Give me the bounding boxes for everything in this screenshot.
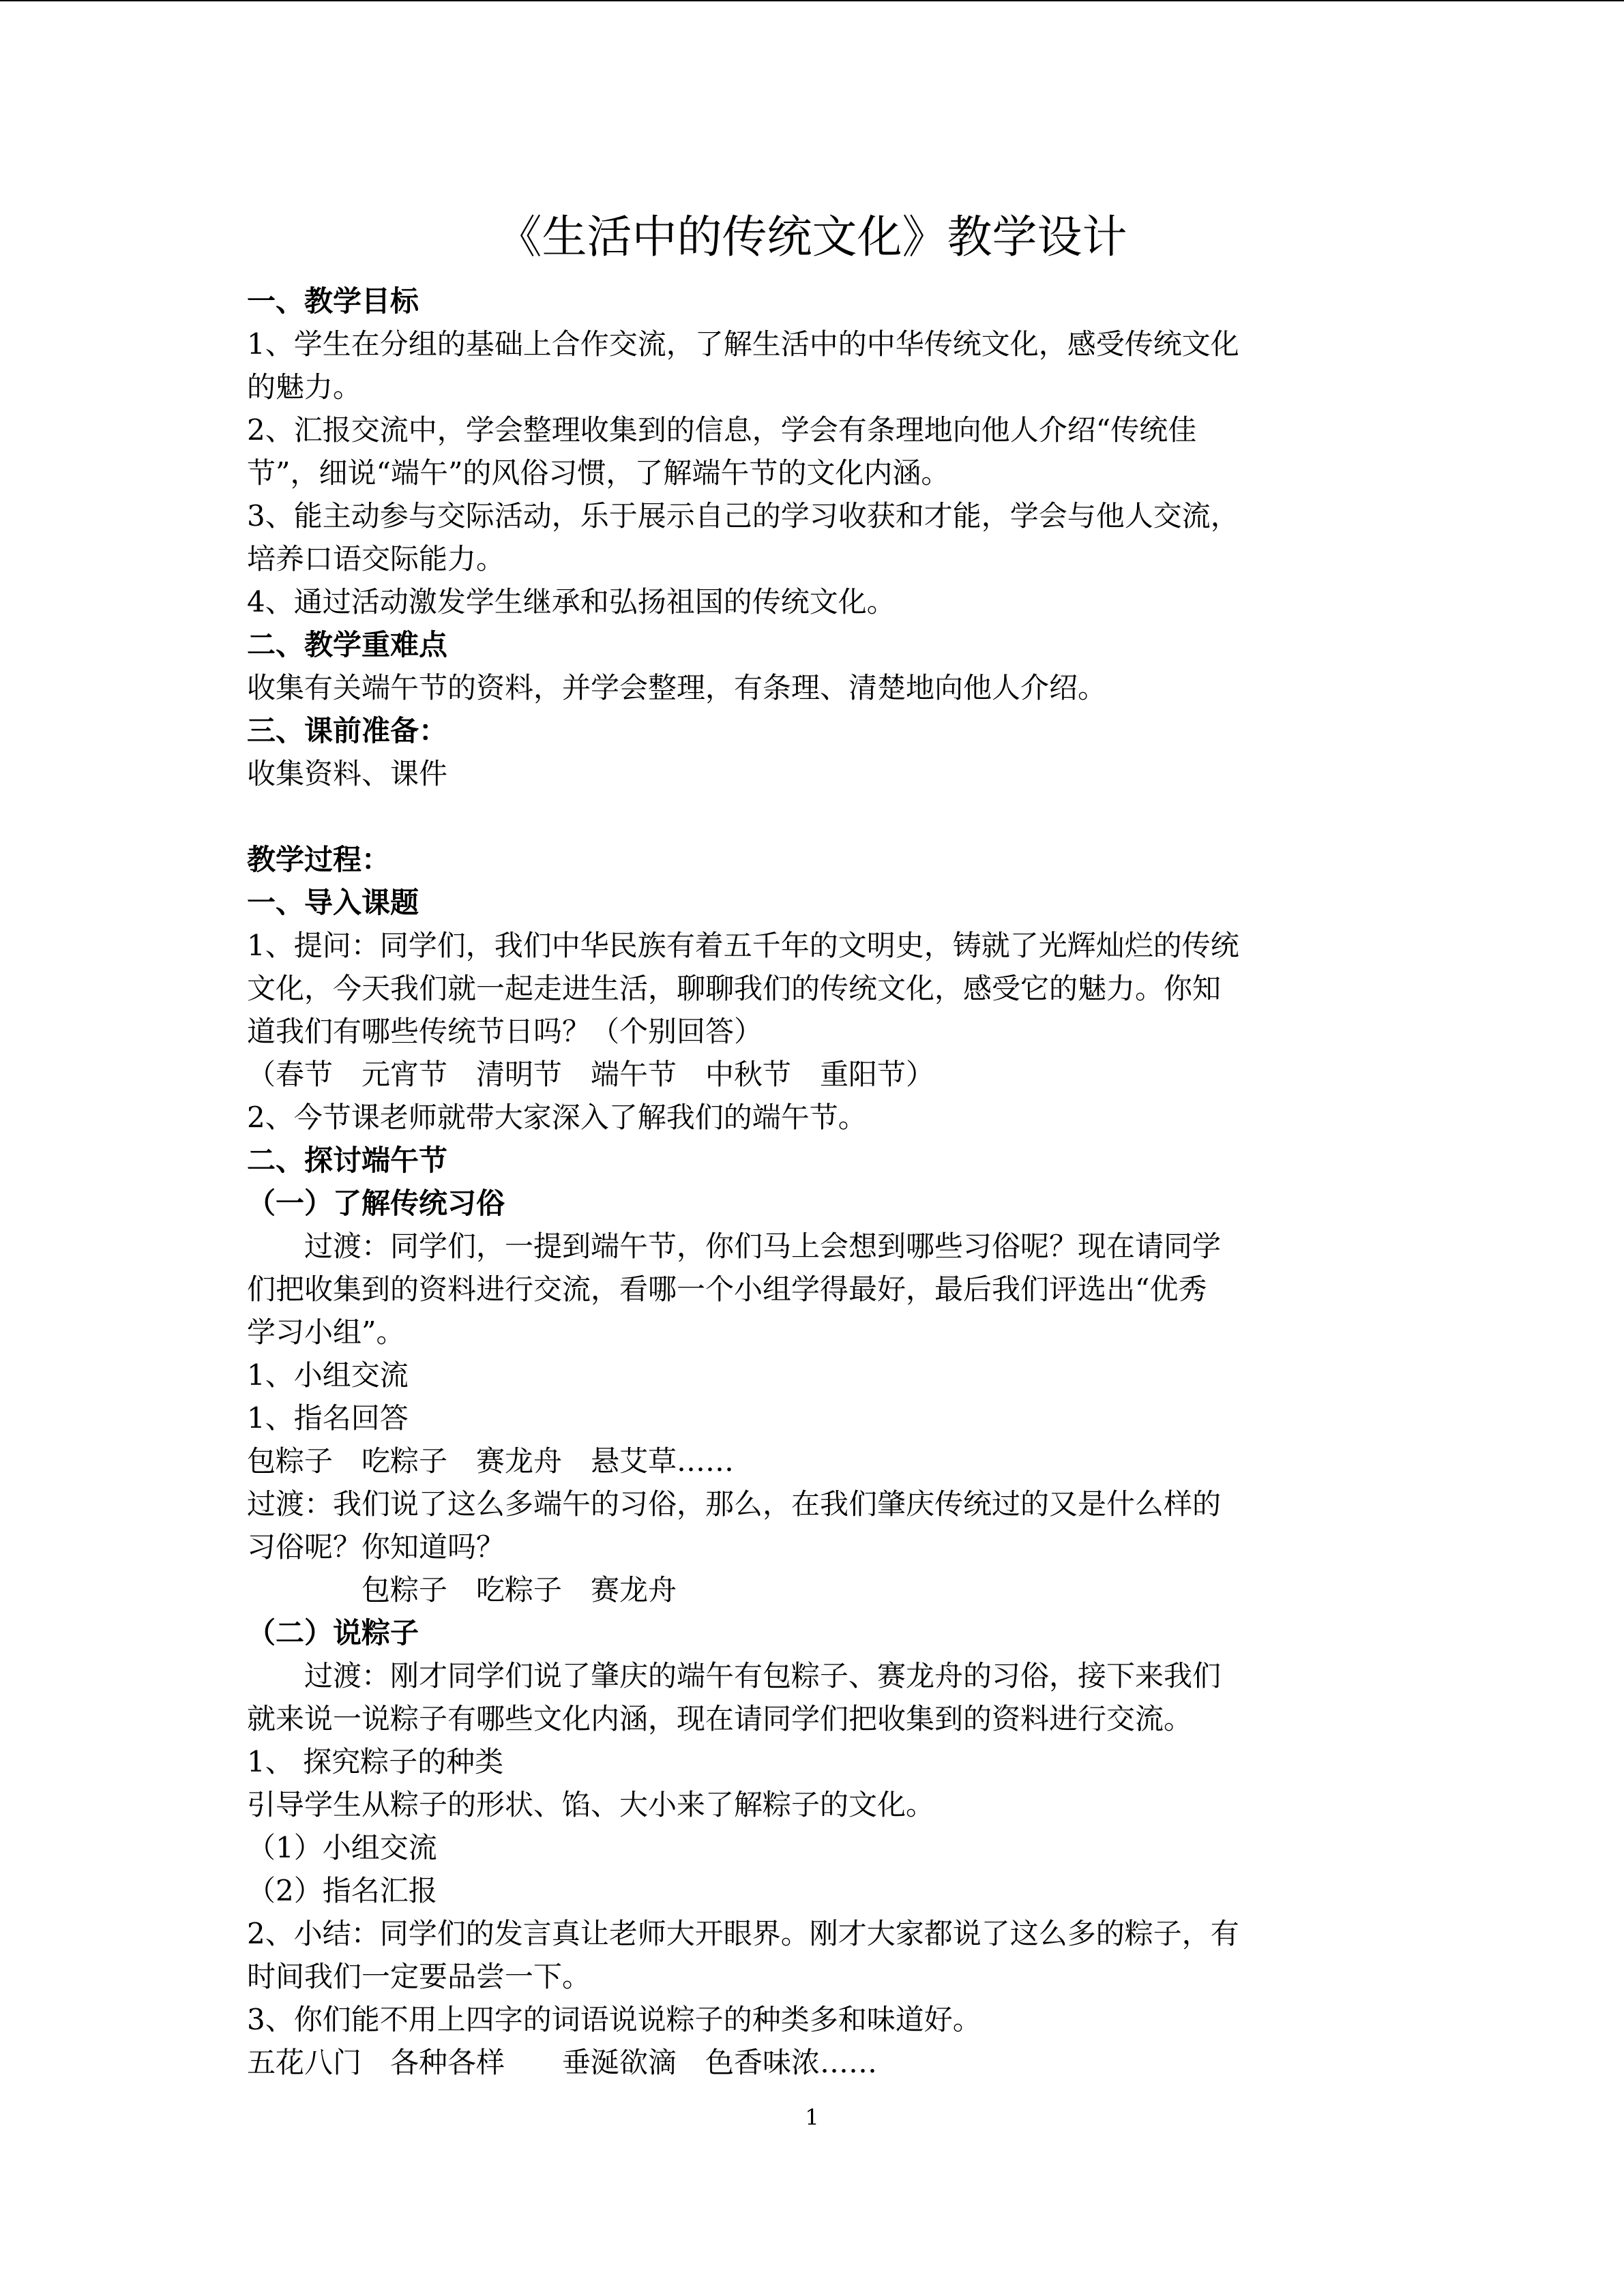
body-line: （春节 元宵节 清明节 端午节 中秋节 重阳节） [247, 1058, 935, 1091]
body-line: （2）指名汇报 [247, 1874, 437, 1907]
section-heading: 二、探讨端午节 [247, 1144, 448, 1177]
body-line: 3、能主动参与交际活动，乐于展示自己的学习收获和才能，学会与他人交流， [247, 499, 1239, 533]
body-line: 收集有关端午节的资料，并学会整理，有条理、清楚地向他人介绍。 [247, 671, 1107, 704]
page-top-border [0, 0, 1624, 1]
section-heading: 一、教学目标 [247, 284, 419, 318]
body-line: 学习小组”。 [247, 1315, 405, 1349]
body-line: 习俗呢？你知道吗？ [247, 1530, 505, 1564]
section-heading: （二）说粽子 [247, 1616, 419, 1650]
body-line: 1、学生在分组的基础上合作交流，了解生活中的中华传统文化，感受传统文化 [247, 327, 1239, 361]
body-line: 包粽子 吃粽子 赛龙舟 [247, 1573, 677, 1607]
section-heading: 一、导入课题 [247, 886, 419, 919]
body-line: 包粽子 吃粽子 赛龙舟 悬艾草…… [247, 1444, 735, 1478]
body-line: 4、通过活动激发学生继承和弘扬祖国的传统文化。 [247, 585, 896, 618]
section-heading: （一）了解传统习俗 [247, 1187, 505, 1220]
body-line: 2、小结：同学们的发言真让老师大开眼界。刚才大家都说了这么多的粽子，有 [247, 1917, 1239, 1950]
body-line: 就来说一说粽子有哪些文化内涵，现在请同学们把收集到的资料进行交流。 [247, 1702, 1193, 1735]
body-line: 收集资料、课件 [247, 757, 448, 790]
body-line: 1、提问：同学们，我们中华民族有着五千年的文明史，铸就了光辉灿烂的传统 [247, 929, 1239, 962]
body-line: 节”，细说“端午”的风俗习惯，了解端午节的文化内涵。 [247, 456, 950, 490]
body-line: 过渡：同学们，一提到端午节，你们马上会想到哪些习俗呢？现在请同学 [247, 1229, 1222, 1263]
body-line [247, 795, 1379, 838]
body-line: 的魅力。 [247, 370, 362, 404]
body-line: 引导学生从粽子的形状、馅、大小来了解粽子的文化。 [247, 1788, 935, 1821]
body-line: 2、汇报交流中，学会整理收集到的信息，学会有条理地向他人介绍“传统佳 [247, 413, 1197, 447]
body-line: 3、你们能不用上四字的词语说说粽子的种类多和味道好。 [247, 2003, 981, 2036]
body-line: 过渡：我们说了这么多端午的习俗，那么，在我们肇庆传统过的又是什么样的 [247, 1487, 1222, 1521]
body-line: 文化，今天我们就一起走进生活，聊聊我们的传统文化，感受它的魅力。你知 [247, 972, 1222, 1005]
document-body [247, 280, 1379, 2084]
section-heading: 三、课前准备： [247, 714, 448, 747]
body-line: 时间我们一定要品尝一下。 [247, 1960, 591, 1993]
section-heading: 二、教学重难点 [247, 628, 448, 661]
body-line: 们把收集到的资料进行交流，看哪一个小组学得最好，最后我们评选出“优秀 [247, 1272, 1207, 1306]
body-line: 1、指名回答 [247, 1401, 409, 1435]
body-line: 道我们有哪些传统节日吗？（个别回答） [247, 1015, 763, 1048]
section-heading: 教学过程： [247, 843, 391, 876]
body-line: 过渡：刚才同学们说了肇庆的端午有包粽子、赛龙舟的习俗，接下来我们 [247, 1659, 1222, 1693]
body-line: 五花八门 各种各样 垂涎欲滴 色香味浓…… [247, 2046, 878, 2079]
body-line: （1）小组交流 [247, 1831, 437, 1864]
body-line: 1、 探究粽子的种类 [247, 1745, 504, 1778]
document-title: 《生活中的传统文化》教学设计 [497, 211, 1127, 263]
body-line: 培养口语交际能力。 [247, 542, 505, 576]
body-line: 1、小组交流 [247, 1358, 409, 1392]
page-number: 1 [805, 2104, 819, 2130]
body-line: 2、今节课老师就带大家深入了解我们的端午节。 [247, 1101, 867, 1134]
